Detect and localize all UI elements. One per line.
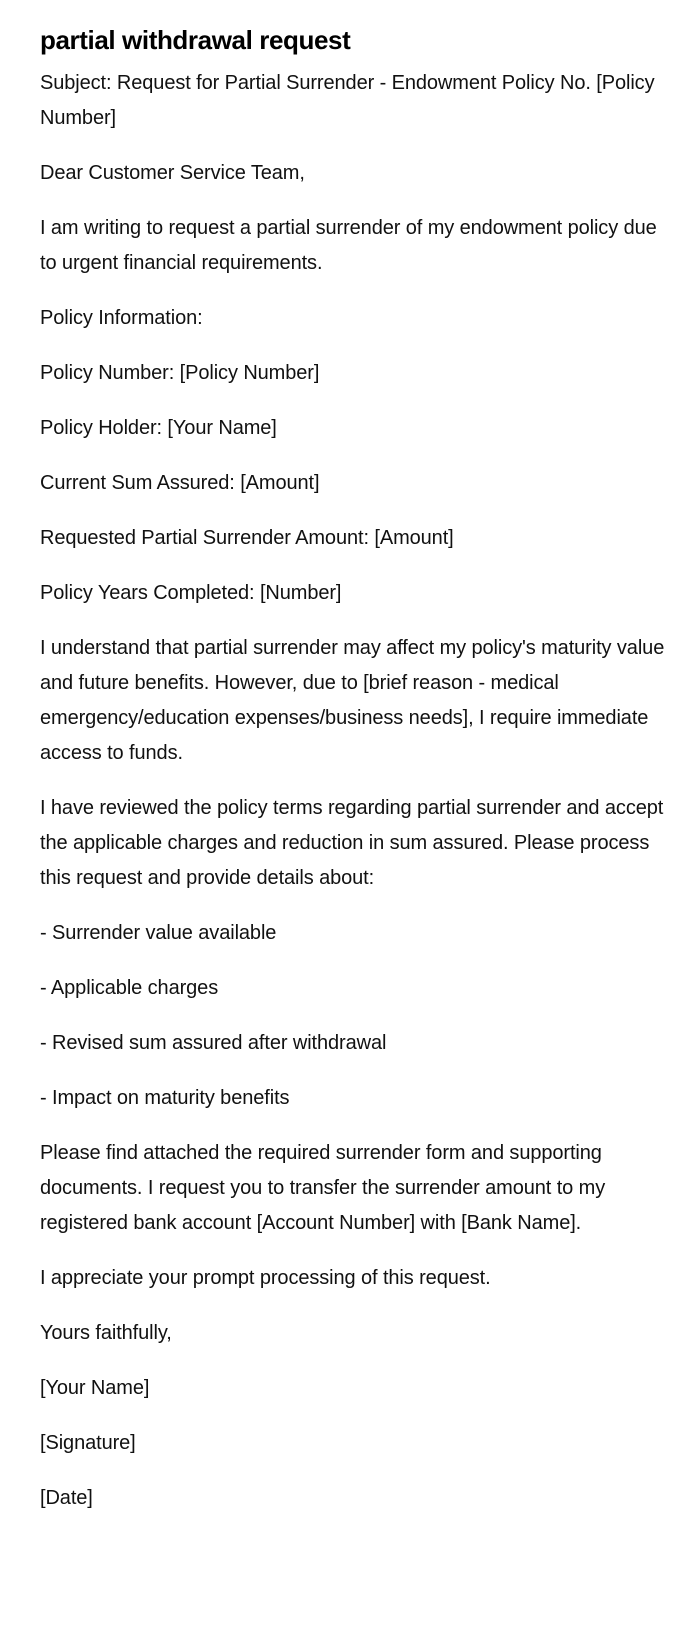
details-list-item: - Surrender value available: [40, 922, 277, 944]
policy-years-line: Policy Years Completed: [Number]: [40, 582, 342, 604]
policy-holder-line: Policy Holder: [Your Name]: [40, 417, 277, 439]
attachments-paragraph: Please find attached the required surrender form and supporting documents. I request you to transfer the surrender amount to my registered bank account [Account Number] with [Bank Name].: [40, 1142, 606, 1234]
appreciation-line: I appreciate your prompt processing of this request.: [40, 1267, 491, 1289]
signoff-signature: [Signature]: [40, 1432, 136, 1454]
details-list-item: - Applicable charges: [40, 977, 219, 999]
intro-paragraph: I am writing to request a partial surrender of my endowment policy due to urgent financial requirements.: [40, 217, 657, 274]
signoff-name: [Your Name]: [40, 1377, 150, 1399]
document-title: partial withdrawal request: [40, 25, 351, 55]
details-list-item: - Impact on maturity benefits: [40, 1087, 290, 1109]
signoff-date: [Date]: [40, 1487, 93, 1509]
review-paragraph: I have reviewed the policy terms regarding partial surrender and accept the applicable charges and reduction in sum assured. Please process this request and provide details about:: [40, 797, 664, 889]
understanding-paragraph: I understand that partial surrender may affect my policy's maturity value and future benefits. However, due to [brief reason - medical emergency/education expenses/business needs], I require immediate access to funds.: [40, 637, 665, 764]
policy-info-heading: Policy Information:: [40, 307, 203, 329]
details-list-item: - Revised sum assured after withdrawal: [40, 1032, 387, 1054]
sum-assured-line: Current Sum Assured: [Amount]: [40, 472, 320, 494]
salutation: Dear Customer Service Team,: [40, 162, 305, 184]
subject-line: Subject: Request for Partial Surrender - Endowment Policy No. [Policy Number]: [40, 72, 655, 129]
closing-line: Yours faithfully,: [40, 1322, 172, 1344]
policy-number-line: Policy Number: [Policy Number]: [40, 362, 320, 384]
surrender-amount-line: Requested Partial Surrender Amount: [Amount]: [40, 527, 454, 549]
